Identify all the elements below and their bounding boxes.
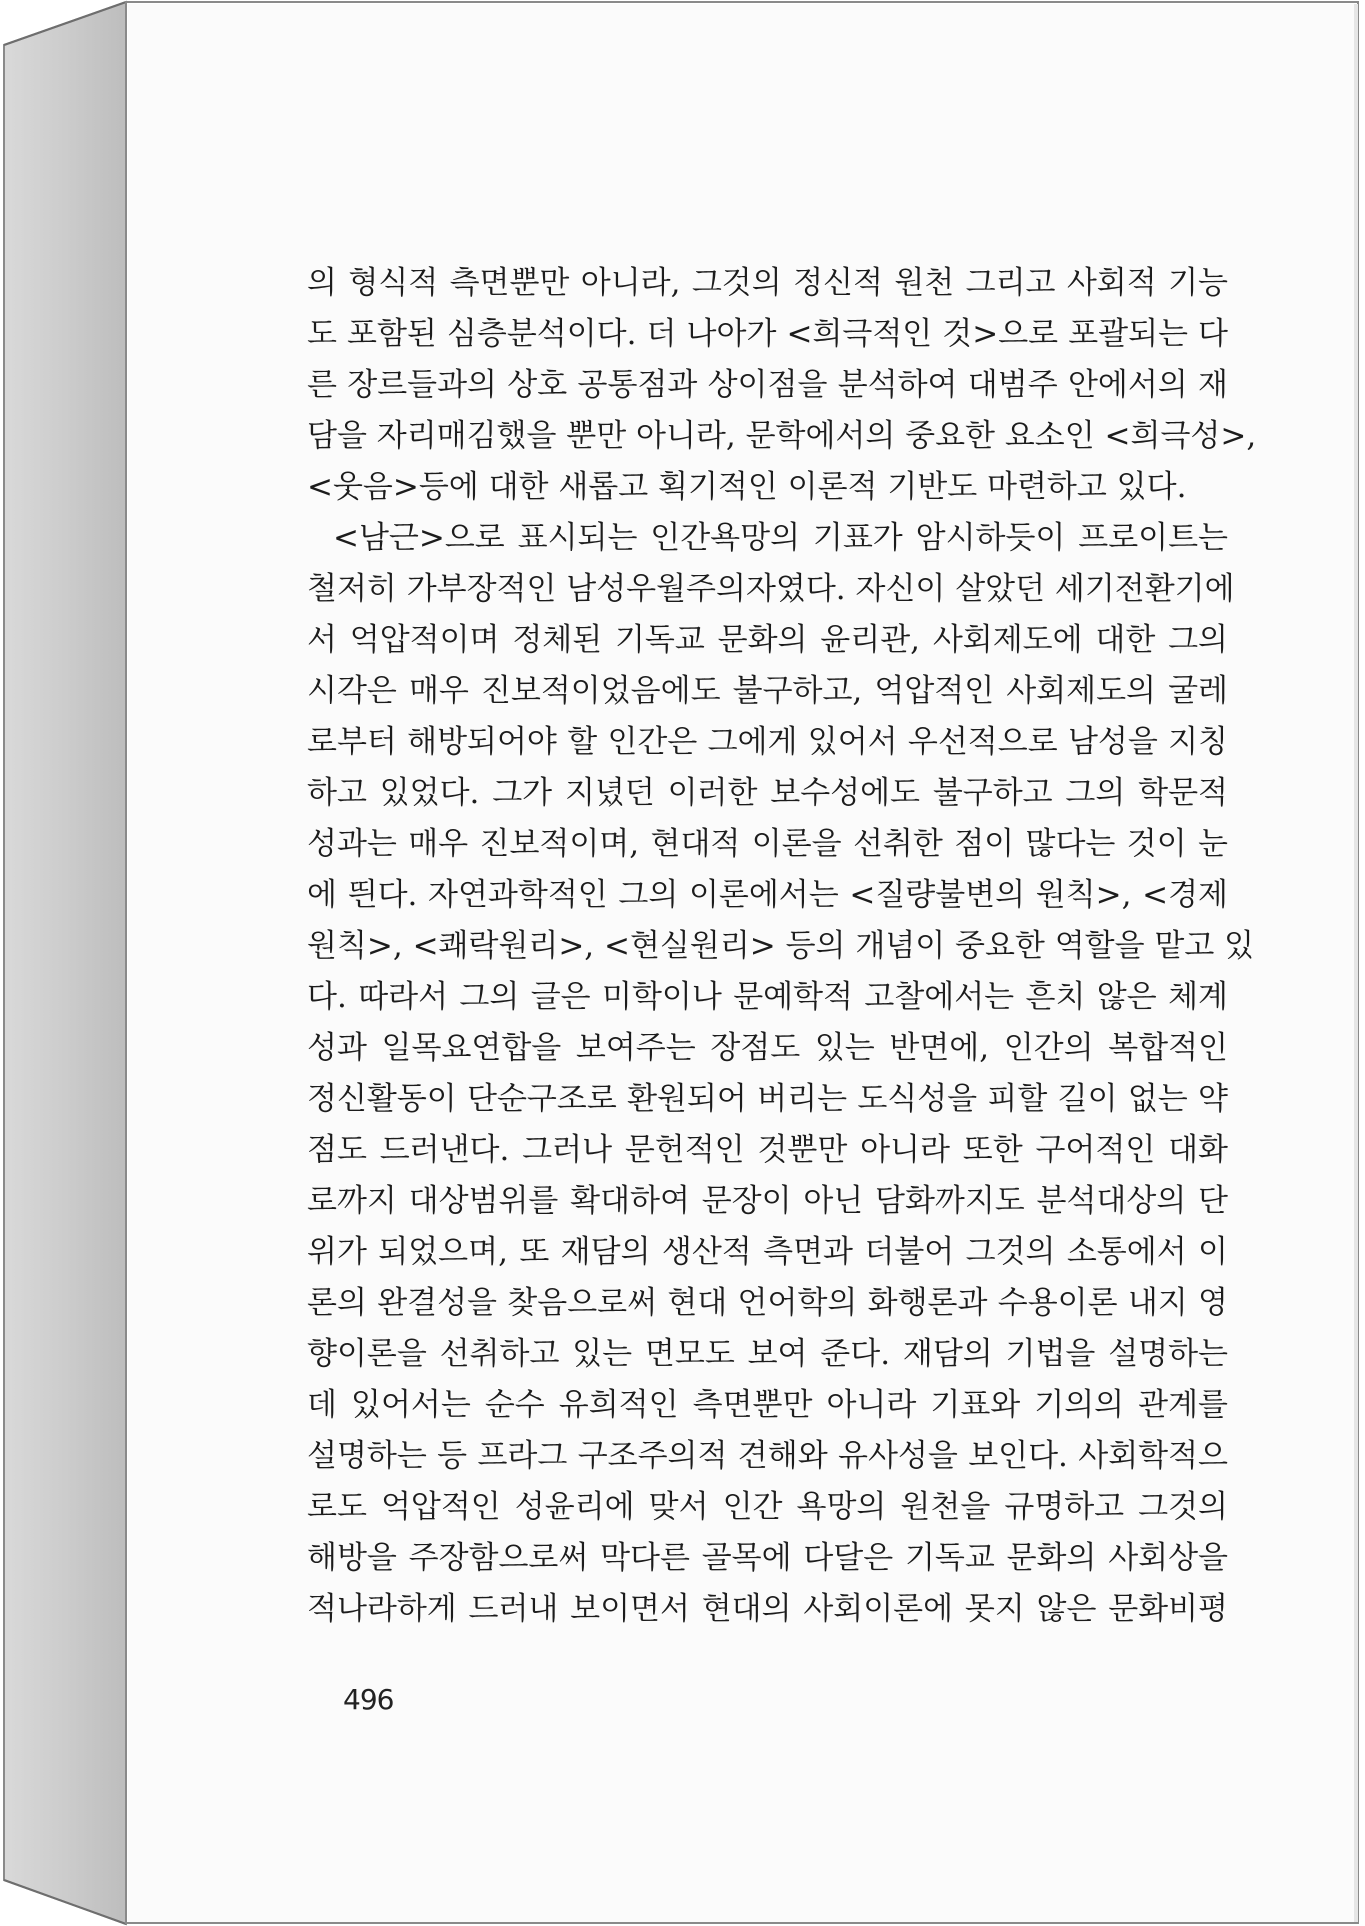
text-line: 도 포함된 심층분석이다. 더 나아가 <희극적인 것>으로 포괄되는 다 <box>307 316 1228 352</box>
text-line: 설명하는 등 프라그 구조주의적 견해와 유사성을 보인다. 사회학적으 <box>307 1438 1228 1474</box>
text-line: 데 있어서는 순수 유희적인 측면뿐만 아니라 기표와 기의의 관계를 <box>307 1387 1228 1423</box>
text-line: 론의 완결성을 찾음으로써 현대 언어학의 화행론과 수용이론 내지 영 <box>307 1285 1228 1321</box>
text-line: 로까지 대상범위를 확대하여 문장이 아닌 담화까지도 분석대상의 단 <box>307 1183 1228 1219</box>
text-line: 하고 있었다. 그가 지녔던 이러한 보수성에도 불구하고 그의 학문적 <box>307 775 1228 811</box>
text-line: 에 띈다. 자연과학적인 그의 이론에서는 <질량불변의 원칙>, <경제 <box>307 877 1228 913</box>
text-line: 위가 되었으며, 또 재담의 생산적 측면과 더불어 그것의 소통에서 이 <box>307 1234 1228 1270</box>
text-line: 서 억압적이며 정체된 기독교 문화의 윤리관, 사회제도에 대한 그의 <box>307 622 1228 658</box>
text-line: 해방을 주장함으로써 막다른 골목에 다달은 기독교 문화의 사회상을 <box>307 1540 1228 1576</box>
body-text <box>307 258 1257 1635</box>
text-line: 정신활동이 단순구조로 환원되어 버리는 도식성을 피할 길이 없는 약 <box>307 1081 1228 1117</box>
text-line: 성과 일목요연합을 보여주는 장점도 있는 반면에, 인간의 복합적인 <box>307 1030 1228 1066</box>
text-line: 로부터 해방되어야 할 인간은 그에게 있어서 우선적으로 남성을 지칭 <box>307 724 1228 760</box>
text-line: 로도 억압적인 성윤리에 맞서 인간 욕망의 원천을 규명하고 그것의 <box>307 1489 1228 1525</box>
page-number: 496 <box>343 1683 394 1716</box>
text-line: 의 형식적 측면뿐만 아니라, 그것의 정신적 원천 그리고 사회적 기능 <box>307 265 1228 301</box>
text-line: 원칙>, <쾌락원리>, <현실원리> 등의 개념이 중요한 역할을 맡고 있 <box>307 928 1255 964</box>
paragraph-1 <box>307 258 1257 513</box>
text-line: 적나라하게 드러내 보이면서 현대의 사회이론에 못지 않은 문화비평 <box>307 1591 1228 1627</box>
text-line: 담을 자리매김했을 뿐만 아니라, 문학에서의 중요한 요소인 <희극성>, <box>307 418 1257 454</box>
text-line: 시각은 매우 진보적이었음에도 불구하고, 억압적인 사회제도의 굴레 <box>307 673 1228 709</box>
text-line: 점도 드러낸다. 그러나 문헌적인 것뿐만 아니라 또한 구어적인 대화 <box>307 1132 1228 1168</box>
text-line: 성과는 매우 진보적이며, 현대적 이론을 선취한 점이 많다는 것이 눈 <box>307 826 1228 862</box>
text-line: 다. 따라서 그의 글은 미학이나 문예학적 고찰에서는 흔치 않은 체계 <box>307 979 1228 1015</box>
text-line: <남근>으로 표시되는 인간욕망의 기표가 암시하듯이 프로이트는 <box>333 520 1228 556</box>
text-line: 른 장르들과의 상호 공통점과 상이점을 분석하여 대범주 안에서의 재 <box>307 367 1228 403</box>
paragraph-2 <box>307 513 1255 1635</box>
text-line: 철저히 가부장적인 남성우월주의자였다. 자신이 살았던 세기전환기에 <box>307 571 1235 607</box>
text-line: 향이론을 선취하고 있는 면모도 보여 준다. 재담의 기법을 설명하는 <box>307 1336 1228 1372</box>
text-line: <웃음>등에 대한 새롭고 획기적인 이론적 기반도 마련하고 있다. <box>307 469 1187 505</box>
